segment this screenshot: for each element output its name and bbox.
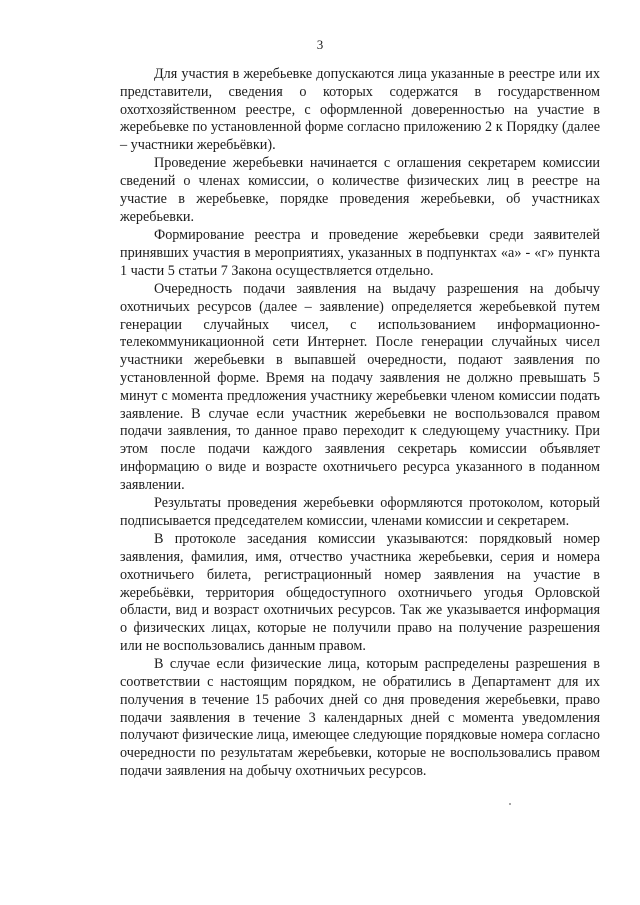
paragraph-lottery-start: Проведение жеребьевки начинается с оглашения секретарем комиссии сведений о членах комиссии, о количестве физических лиц в реестре на участие в жеребьевке, порядке проведения жеребьевки, об участниках жеребьевки. — [120, 155, 600, 225]
document-body — [120, 66, 600, 781]
paragraph-results-protocol: Результаты проведения жеребьевки оформляются протоколом, который подписывается председателем комиссии, членами комиссии и секретарем. — [120, 495, 600, 529]
page-number: 3 — [316, 37, 324, 52]
paragraph-protocol-contents: В протоколе заседания комиссии указываются: порядковый номер заявления, фамилия, имя, отчество участника жеребьевки, серия и номера охотничьего билета, регистрационный номер заявления на участие в жеребьёвки, территория общедоступного охотничьего угодья Орловской области, вид и возраст охотничьих ресурсов. Так же указывается информация о физических лицах, которые не получили право на получение разрешения или не воспользовались данным правом. — [120, 531, 600, 654]
paragraph-registry-formation: Формирование реестра и проведение жеребьевки среди заявителей принявших участия в мероприятиях, указанных в подпунктах «а» - «г» пункта 1 части 5 статьи 7 Закона осуществляется отдельно. — [120, 227, 600, 279]
paragraph-unclaimed-permits: В случае если физические лица, которым распределены разрешения в соответствии с настоящим порядком, не обратились в Департамент для их получения в течение 15 рабочих дней со дня проведения жеребьевки, право подачи заявления в течение 3 календарных дней с момента уведомления получают физические лица, имеющее следующие порядковые номера согласно очередности по результатам жеребьевки, которые не воспользовались правом подачи заявления на добычу охотничьих ресурсов. — [120, 656, 600, 780]
scan-artifact — [509, 803, 511, 805]
paragraph-participants: Для участия в жеребьевке допускаются лица указанные в реестре или их представители, сведения о которых содержатся в государственном охотхозяйственном реестре, с оформленной доверенностью на участие в жеребьевке по установленной форме согласно приложению 2 к Порядку (далее – участники жеребьёвки). — [120, 66, 600, 154]
paragraph-application-order: Очередность подачи заявления на выдачу разрешения на добычу охотничьих ресурсов (далее – заявление) определяется жеребьевкой путем генерации случайных чисел, с использованием информационно-телекоммуникационной сети Интернет. После генерации случайных чисел участники жеребьевки в выпавшей очередности, подают заявления по установленной форме. Время на подачу заявления не должно превышать 5 минут с момента предложения участнику жеребьевки членом комиссии подать заявление. В случае если участник жеребьевки не воспользовался правом подачи заявления, то данное право переходит к следующему участнику. При этом после подачи каждого заявления секретарь комиссии объявляет информацию о виде и возрасте охотничьего ресурса указанного в поданном заявлении. — [120, 281, 600, 493]
